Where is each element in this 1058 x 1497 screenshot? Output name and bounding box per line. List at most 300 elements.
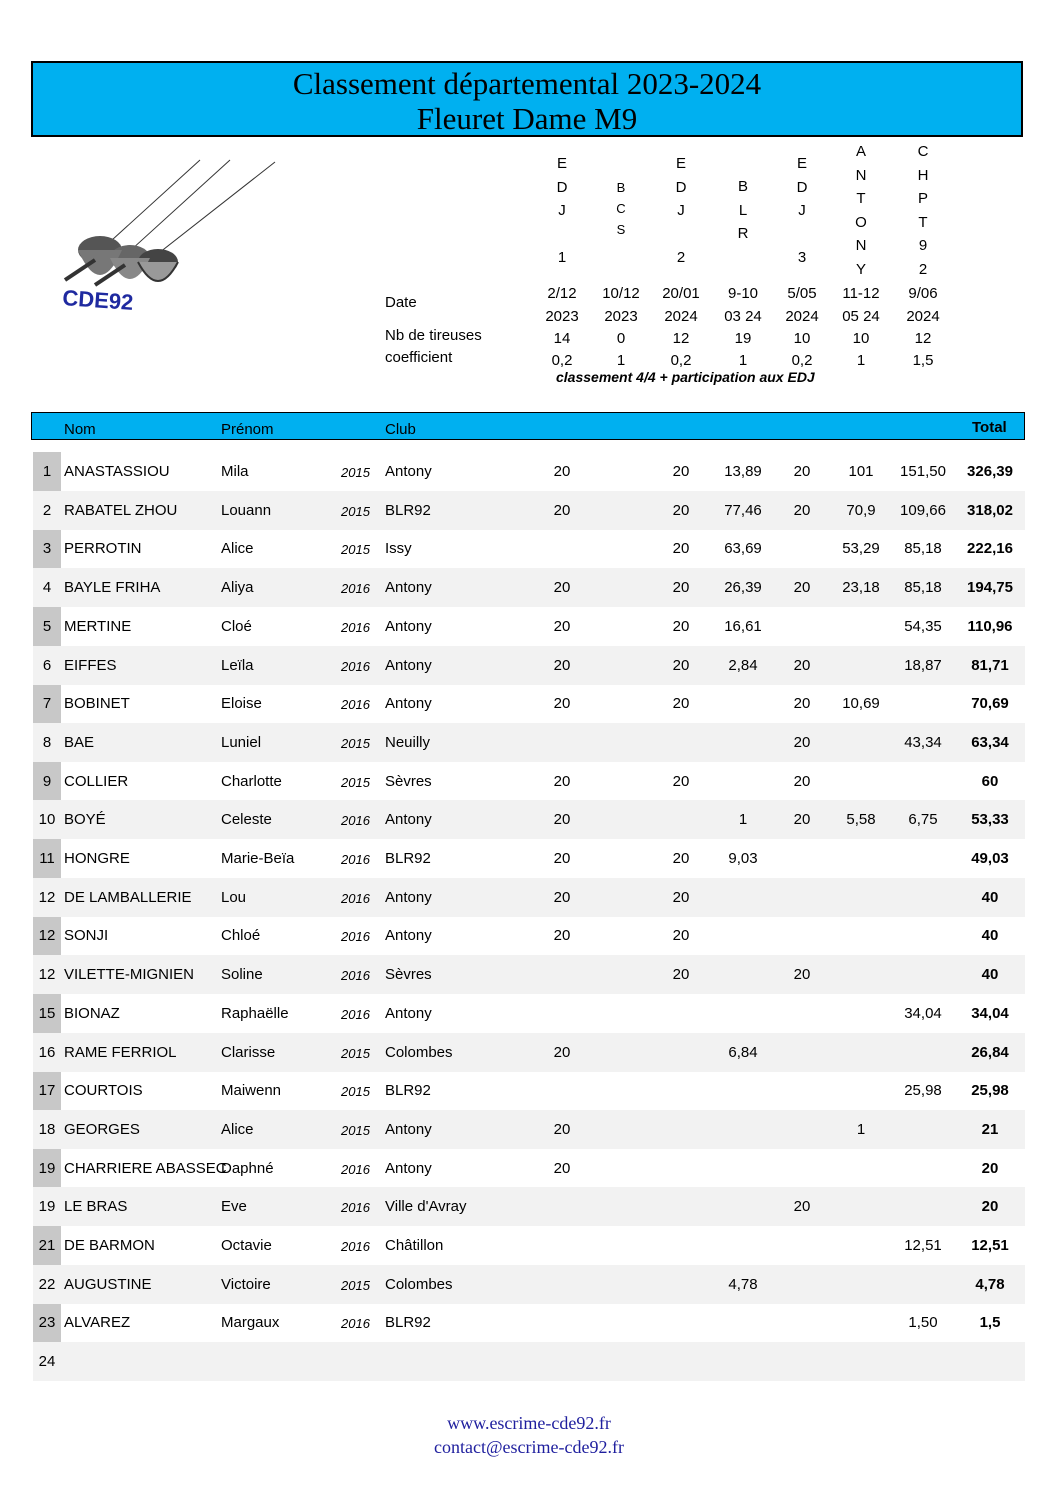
competition-coef: 0,2 [791, 352, 813, 369]
score-cell: 25,98 [904, 1082, 942, 1100]
total-cell: 40 [981, 888, 999, 906]
table-row [33, 568, 1025, 607]
nom-cell: RAME FERRIOL [64, 1043, 177, 1061]
prenom-cell: Eloise [221, 695, 262, 713]
score-cell: 43,34 [904, 733, 942, 751]
score-cell: 20 [672, 617, 690, 635]
total-cell: 49,03 [971, 850, 1009, 867]
rank-cell: 15 [38, 1004, 56, 1022]
score-cell: 20 [553, 1043, 571, 1061]
score-cell: 20 [672, 463, 690, 480]
competition-letter: E [556, 155, 567, 172]
score-cell: 53,29 [842, 540, 880, 558]
total-cell: 20 [981, 1159, 999, 1177]
rank-cell: 22 [38, 1275, 56, 1293]
score-cell: 20 [672, 850, 690, 867]
table-row [33, 1149, 1025, 1188]
prenom-cell: Octavie [221, 1237, 272, 1254]
nom-cell: VILETTE-MIGNIEN [64, 966, 195, 984]
competition-nb: 10 [793, 330, 811, 347]
score-cell: 20 [672, 540, 690, 558]
score-cell: 20 [553, 1159, 571, 1177]
score-cell: 20 [553, 656, 571, 674]
nom-cell: MERTINE [64, 617, 132, 635]
score-cell: 6,75 [908, 811, 938, 829]
column-total: Total [972, 419, 1007, 436]
club-cell: Ville d'Avray [385, 1198, 467, 1216]
competition-letter: B [616, 180, 626, 195]
competition-date2: 2023 [545, 308, 579, 325]
competition-coef: 1,5 [912, 352, 934, 369]
nom-cell: ANASTASSIOU [64, 463, 170, 480]
club-cell: Châtillon [385, 1237, 444, 1254]
prenom-cell: Cloé [221, 617, 252, 635]
table-row [33, 800, 1025, 839]
competition-date2: 03 24 [724, 308, 762, 325]
title-line-2: Fleuret Dame M9 [416, 101, 638, 136]
score-cell: 13,89 [724, 463, 762, 480]
score-cell: 20 [793, 656, 811, 674]
competition-letter: E [675, 155, 686, 172]
club-cell: Antony [385, 656, 432, 674]
score-cell: 151,50 [900, 463, 946, 480]
total-cell: 60 [981, 772, 999, 790]
club-cell: Neuilly [385, 733, 431, 751]
club-cell: Antony [385, 579, 432, 597]
nb-tireuses-label: Nb de tireuses [385, 327, 482, 344]
year-cell: 2015 [341, 465, 370, 480]
score-cell: 23,18 [842, 579, 880, 597]
competition-letter: N [855, 237, 867, 254]
table-row [33, 607, 1025, 646]
competition-date1: 9-10 [727, 285, 759, 302]
competition-nb: 12 [672, 330, 690, 347]
club-cell: Antony [385, 1120, 432, 1138]
column-nom: Nom [64, 421, 96, 438]
score-cell: 20 [553, 1120, 571, 1138]
ranking-note: classement 4/4 + participation aux EDJ [556, 369, 815, 385]
rank-cell: 19 [38, 1198, 56, 1216]
competition-date2: 2024 [906, 308, 940, 325]
competition-date1: 5/05 [787, 285, 817, 302]
table-row [33, 1265, 1025, 1304]
rank-cell: 9 [42, 772, 52, 790]
prenom-cell: Lou [221, 888, 247, 906]
club-cell: Colombes [385, 1275, 453, 1293]
score-cell: 85,18 [904, 579, 942, 597]
score-cell: 85,18 [904, 540, 942, 558]
year-cell: 2015 [341, 503, 370, 519]
prenom-cell: Soline [221, 966, 263, 984]
score-cell: 34,04 [904, 1004, 942, 1022]
score-cell: 20 [793, 966, 811, 984]
total-cell: 21 [981, 1120, 999, 1138]
club-cell: Sèvres [385, 966, 432, 984]
table-row [33, 1071, 1025, 1110]
score-cell: 6,84 [728, 1043, 758, 1061]
score-cell: 5,58 [846, 811, 876, 829]
competition-letter: J [558, 202, 566, 219]
nom-cell: ALVAREZ [64, 1314, 131, 1332]
table-row [33, 955, 1025, 994]
footer-website[interactable]: www.escrime-cde92.fr [447, 1413, 611, 1433]
total-cell: 53,33 [971, 811, 1009, 829]
score-cell: 20 [793, 1198, 811, 1216]
competition-date1: 20/01 [662, 285, 700, 302]
competition-letter: C [616, 201, 626, 216]
total-cell: 40 [981, 966, 999, 984]
year-cell: 2016 [341, 697, 370, 713]
year-cell: 2016 [341, 929, 370, 945]
rank-cell: 11 [39, 850, 55, 867]
rank-cell: 21 [38, 1237, 56, 1254]
score-cell: 10,69 [842, 695, 880, 713]
competition-date1: 2/12 [547, 285, 577, 302]
total-cell: 26,84 [971, 1043, 1009, 1061]
competition-letter: A [855, 143, 866, 160]
competition-letter: 1 [557, 249, 567, 266]
total-cell: 1,5 [979, 1314, 1001, 1332]
year-cell: 2015 [341, 1084, 370, 1100]
club-cell: Antony [385, 811, 432, 829]
table-row [33, 723, 1025, 762]
nom-cell: BOYÉ [64, 811, 106, 829]
score-cell: 109,66 [900, 501, 946, 519]
year-cell: 2016 [341, 581, 370, 597]
table-row [33, 994, 1025, 1033]
year-cell: 2016 [341, 619, 370, 635]
score-cell: 20 [553, 850, 571, 867]
score-cell: 63,69 [724, 540, 762, 558]
nom-cell: RABATEL ZHOU [64, 501, 178, 519]
total-cell: 194,75 [967, 579, 1013, 597]
prenom-cell: Chloé [221, 927, 261, 945]
competition-coef: 1 [616, 352, 626, 369]
logo-text: CDE92 [61, 285, 135, 315]
year-cell: 2015 [341, 774, 370, 790]
club-cell: Antony [385, 1159, 432, 1177]
nom-cell: DE BARMON [64, 1237, 155, 1254]
year-cell: 2016 [341, 1006, 370, 1022]
table-row [33, 452, 1025, 491]
table-row [33, 1110, 1025, 1149]
club-cell: Antony [385, 695, 432, 713]
competition-date1: 9/06 [908, 285, 938, 302]
prenom-cell: Celeste [221, 811, 272, 829]
score-cell: 20 [553, 772, 571, 790]
total-cell: 63,34 [971, 733, 1009, 751]
competition-coef: 0,2 [551, 352, 573, 369]
rank-cell: 6 [42, 656, 52, 674]
nom-cell: EIFFES [64, 656, 117, 674]
score-cell: 20 [672, 772, 690, 790]
score-cell: 20 [793, 772, 811, 790]
total-cell: 25,98 [971, 1082, 1009, 1100]
rank-cell: 1 [42, 463, 52, 480]
score-cell: 20 [793, 579, 811, 597]
prenom-cell: Charlotte [221, 772, 282, 790]
total-cell: 222,16 [967, 540, 1013, 558]
nom-cell: BAYLE FRIHA [64, 579, 161, 597]
nom-cell: COLLIER [64, 772, 129, 790]
year-cell: 2016 [341, 852, 370, 867]
club-cell: BLR92 [385, 1082, 431, 1100]
competition-letter: S [616, 222, 626, 237]
score-cell: 20 [672, 966, 690, 984]
prenom-cell: Clarisse [221, 1043, 276, 1061]
prenom-cell: Luniel [221, 733, 262, 751]
column-prenom: Prénom [221, 421, 274, 438]
table-row [33, 916, 1025, 955]
score-cell: 101 [848, 463, 874, 480]
competition-date2: 2024 [664, 308, 698, 325]
table-row [33, 878, 1025, 917]
nom-cell: SONJI [64, 927, 109, 945]
prenom-cell: Marie-Beïa [221, 850, 295, 867]
score-cell: 20 [793, 695, 811, 713]
rank-cell: 19 [38, 1159, 56, 1177]
prenom-cell: Aliya [221, 579, 254, 597]
table-row [33, 491, 1025, 530]
total-cell: 110,96 [967, 617, 1013, 635]
score-cell: 20 [553, 695, 571, 713]
score-cell: 1,50 [908, 1314, 938, 1332]
competition-letter: D [796, 178, 808, 196]
competition-date2: 2023 [604, 308, 638, 325]
prenom-cell: Margaux [221, 1314, 280, 1332]
score-cell: 70,9 [846, 501, 876, 519]
club-cell: Antony [385, 617, 432, 635]
nom-cell: BIONAZ [64, 1004, 120, 1022]
rank-cell: 5 [42, 617, 52, 635]
rank-cell: 3 [42, 540, 52, 558]
year-cell: 2015 [341, 1122, 370, 1138]
score-cell: 2,84 [728, 656, 758, 674]
table-row [33, 839, 1025, 878]
prenom-cell: Victoire [221, 1275, 271, 1293]
competition-coef: 0,2 [670, 352, 692, 369]
competition-letter: 3 [797, 249, 807, 266]
year-cell: 2015 [341, 735, 370, 751]
score-cell: 20 [793, 811, 811, 829]
total-cell: 326,39 [967, 463, 1013, 480]
rank-cell: 10 [38, 811, 56, 829]
table-row [33, 1033, 1025, 1072]
nom-cell: COURTOIS [64, 1082, 143, 1100]
nom-cell: AUGUSTINE [64, 1275, 152, 1293]
score-cell: 26,39 [724, 579, 762, 597]
competition-nb: 10 [852, 330, 870, 347]
rank-cell: 24 [38, 1353, 56, 1371]
score-cell: 1 [738, 811, 748, 829]
coefficient-label: coefficient [385, 349, 453, 366]
table-row [33, 1226, 1025, 1265]
score-cell: 20 [672, 695, 690, 713]
total-cell: 318,02 [967, 501, 1013, 519]
year-cell: 2016 [341, 1161, 370, 1177]
score-cell: 16,61 [724, 617, 762, 635]
score-cell: 20 [793, 463, 811, 480]
competition-letter: H [917, 166, 929, 184]
rank-cell: 12 [38, 966, 56, 984]
competition-coef: 1 [738, 352, 748, 369]
table-row [33, 646, 1025, 685]
competition-nb: 0 [616, 330, 626, 347]
footer-email[interactable]: contact@escrime-cde92.fr [434, 1437, 624, 1457]
rank-cell: 23 [38, 1314, 56, 1332]
prenom-cell: Mila [221, 463, 249, 480]
competition-date2: 2024 [785, 308, 819, 325]
score-cell: 20 [553, 888, 571, 906]
prenom-cell: Leïla [221, 656, 254, 674]
table-row [33, 529, 1025, 568]
score-cell: 18,87 [904, 656, 942, 674]
rank-cell: 18 [38, 1120, 56, 1138]
score-cell: 20 [672, 579, 690, 597]
nom-cell: BAE [64, 733, 95, 751]
score-cell: 20 [672, 501, 690, 519]
club-cell: Antony [385, 927, 432, 945]
table-row [33, 1342, 1025, 1381]
year-cell: 2015 [341, 1277, 370, 1293]
logo-graphic [50, 150, 290, 325]
competition-letter: T [856, 190, 866, 207]
competition-nb: 19 [734, 330, 752, 347]
rank-cell: 7 [42, 695, 52, 713]
score-cell: 20 [672, 888, 690, 906]
column-club: Club [385, 421, 416, 438]
rank-cell: 2 [42, 501, 52, 519]
nom-cell: HONGRE [64, 850, 130, 867]
table-row [33, 762, 1025, 801]
total-cell: 34,04 [971, 1004, 1009, 1022]
competition-nb: 14 [553, 330, 571, 347]
rank-cell: 4 [42, 579, 52, 597]
rank-cell: 8 [42, 733, 52, 751]
competition-letter: B [737, 178, 748, 195]
prenom-cell: Alice [221, 1120, 254, 1138]
year-cell: 2016 [341, 968, 370, 984]
competition-letter: E [796, 155, 807, 172]
prenom-cell: Eve [221, 1198, 247, 1216]
table-header [31, 412, 1025, 440]
rank-cell: 16 [38, 1043, 56, 1061]
club-cell: Sèvres [385, 772, 432, 790]
table-row [33, 684, 1025, 723]
year-cell: 2016 [341, 1200, 370, 1216]
total-cell: 12,51 [971, 1237, 1009, 1254]
total-cell: 81,71 [971, 656, 1009, 674]
year-cell: 2016 [341, 890, 370, 906]
competition-letter: 9 [918, 237, 928, 254]
score-cell: 20 [793, 733, 811, 751]
score-cell: 20 [672, 927, 690, 945]
score-cell: 4,78 [728, 1275, 758, 1293]
rank-cell: 12 [38, 927, 56, 945]
rank-cell: 12 [38, 888, 56, 906]
competition-letter: N [855, 166, 867, 184]
total-cell: 40 [981, 927, 999, 945]
prenom-cell: Daphné [221, 1159, 274, 1177]
competition-letter: T [918, 213, 928, 231]
year-cell: 2015 [341, 542, 370, 558]
year-cell: 2015 [341, 1045, 370, 1061]
competition-coef: 1 [856, 352, 866, 369]
nom-cell: BOBINET [64, 695, 130, 713]
score-cell: 20 [553, 927, 571, 945]
nom-cell: DE LAMBALLERIE [64, 888, 192, 906]
competition-letter: 2 [676, 249, 686, 266]
club-cell: Colombes [385, 1043, 453, 1061]
nom-cell: GEORGES [64, 1120, 140, 1138]
score-cell: 9,03 [728, 850, 758, 867]
competition-letter: D [556, 178, 568, 196]
club-cell: BLR92 [385, 850, 431, 867]
competition-letter: D [675, 178, 687, 196]
prenom-cell: Maiwenn [221, 1082, 282, 1100]
score-cell: 20 [553, 501, 571, 519]
fencing-masks-logo [50, 150, 290, 325]
year-cell: 2016 [341, 1239, 370, 1254]
total-cell: 4,78 [975, 1275, 1005, 1293]
nom-cell: LE BRAS [64, 1198, 128, 1216]
competition-date1: 11-12 [842, 285, 880, 302]
club-cell: BLR92 [385, 501, 431, 519]
club-cell: Antony [385, 1004, 432, 1022]
total-cell: 20 [981, 1198, 999, 1216]
competition-letter: J [677, 202, 685, 219]
competition-letter: O [855, 213, 867, 231]
page-title [31, 61, 1023, 137]
nom-cell: PERROTIN [64, 540, 142, 558]
competition-letter: 2 [918, 260, 928, 278]
score-cell: 54,35 [904, 617, 942, 635]
competition-letter: L [738, 201, 748, 219]
rank-cell: 17 [38, 1082, 56, 1100]
score-cell: 20 [672, 656, 690, 674]
year-cell: 2016 [341, 1316, 370, 1332]
club-cell: Issy [385, 540, 412, 558]
score-cell: 77,46 [724, 501, 762, 519]
club-cell: Antony [385, 463, 432, 480]
total-cell: 70,69 [971, 695, 1009, 713]
score-cell: 20 [793, 501, 811, 519]
competition-letter: Y [855, 260, 866, 278]
score-cell: 20 [553, 617, 571, 635]
date-label: Date [385, 294, 417, 311]
club-cell: BLR92 [385, 1314, 431, 1332]
competition-letter: J [798, 202, 806, 219]
prenom-cell: Louann [221, 501, 272, 519]
table-row [33, 1187, 1025, 1226]
title-line-1: Classement départemental 2023-2024 [292, 66, 762, 101]
year-cell: 2016 [341, 813, 370, 829]
score-cell: 1 [856, 1120, 866, 1138]
club-cell: Antony [385, 888, 432, 906]
competition-letter: R [737, 225, 749, 242]
prenom-cell: Alice [221, 540, 254, 558]
nom-cell: CHARRIERE ABASSEC [64, 1159, 227, 1177]
table-row [33, 1303, 1025, 1342]
score-cell: 20 [553, 811, 571, 829]
score-cell: 20 [553, 463, 571, 480]
competition-letter: C [917, 143, 929, 160]
competition-nb: 12 [914, 330, 932, 347]
competition-date1: 10/12 [602, 285, 640, 302]
competition-letter: P [917, 190, 928, 207]
year-cell: 2016 [341, 658, 370, 674]
prenom-cell: Raphaëlle [221, 1004, 289, 1022]
